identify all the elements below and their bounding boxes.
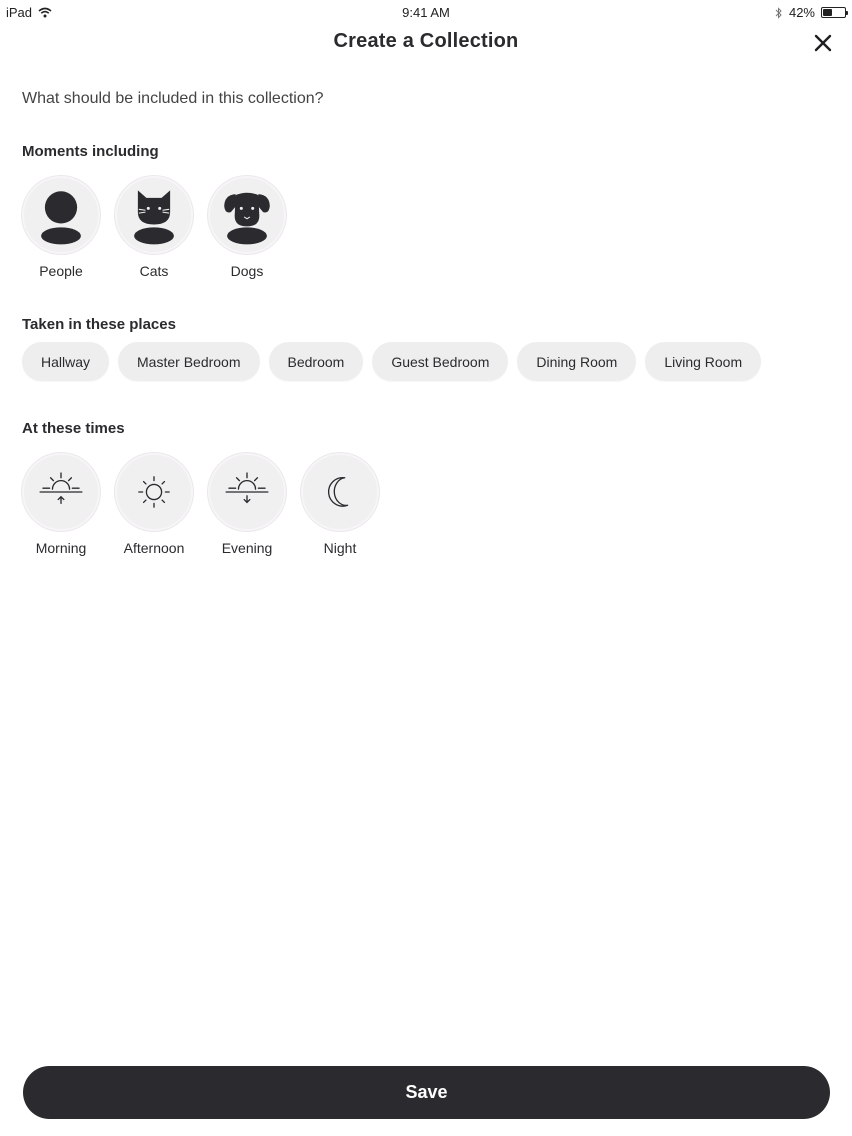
moment-circle — [115, 176, 193, 254]
moments-row — [22, 176, 286, 279]
collection-question: What should be included in this collection? — [22, 90, 324, 107]
moment-label: People — [39, 263, 83, 279]
sunrise-icon — [24, 453, 98, 531]
battery-icon — [821, 7, 846, 18]
moment-people[interactable] — [22, 176, 100, 279]
dog-icon — [210, 176, 284, 254]
time-evening[interactable] — [208, 453, 286, 556]
places-section-title: Taken in these places — [22, 316, 176, 333]
place-chip-hallway[interactable]: Hallway — [22, 342, 109, 381]
time-circle — [115, 453, 193, 531]
time-circle — [208, 453, 286, 531]
battery-fill — [823, 9, 832, 16]
moment-cats[interactable] — [115, 176, 193, 279]
moment-label: Cats — [139, 263, 169, 279]
moment-dogs[interactable] — [208, 176, 286, 279]
sunset-icon — [210, 453, 284, 531]
device-name: iPad — [6, 5, 33, 20]
places-row — [22, 342, 761, 381]
time-morning[interactable] — [22, 453, 100, 556]
nav-header — [0, 26, 852, 62]
bluetooth-icon — [775, 7, 783, 19]
time-afternoon[interactable] — [115, 453, 193, 556]
save-button[interactable]: Save — [23, 1066, 830, 1119]
time-label: Evening — [221, 540, 273, 556]
place-chip-master-bedroom[interactable]: Master Bedroom — [118, 342, 259, 381]
place-chip-guest-bedroom[interactable]: Guest Bedroom — [372, 342, 508, 381]
battery-percent: 42% — [788, 5, 815, 20]
moment-circle — [22, 176, 100, 254]
moments-section-title: Moments including — [22, 143, 159, 160]
time-circle — [22, 453, 100, 531]
status-bar — [0, 0, 852, 26]
cat-icon — [117, 176, 191, 254]
moment-circle — [208, 176, 286, 254]
place-chip-bedroom[interactable]: Bedroom — [269, 342, 364, 381]
page-title: Create a Collection — [333, 30, 519, 52]
person-icon — [24, 176, 98, 254]
time-label: Night — [323, 540, 357, 556]
moon-icon — [303, 453, 377, 531]
time-circle — [301, 453, 379, 531]
moment-label: Dogs — [230, 263, 264, 279]
time-label: Afternoon — [123, 540, 185, 556]
close-icon[interactable] — [812, 32, 834, 54]
times-section-title: At these times — [22, 420, 125, 437]
sun-icon — [117, 453, 191, 531]
place-chip-living-room[interactable]: Living Room — [645, 342, 761, 381]
time-label: Morning — [35, 540, 87, 556]
times-row — [22, 453, 379, 556]
status-right — [775, 5, 846, 20]
time-night[interactable] — [301, 453, 379, 556]
place-chip-dining-room[interactable]: Dining Room — [517, 342, 636, 381]
status-time: 9:41 AM — [402, 5, 450, 20]
